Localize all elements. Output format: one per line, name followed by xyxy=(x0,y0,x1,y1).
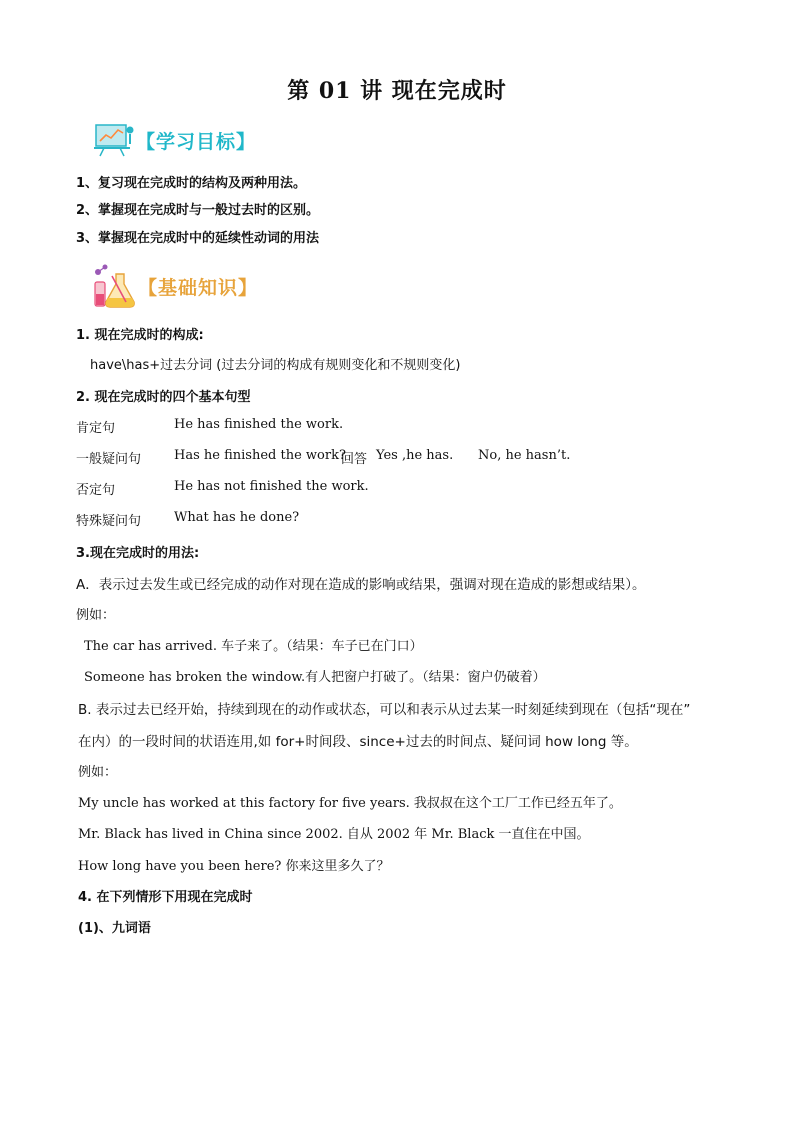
answer-yes: Yes ,he has. xyxy=(376,448,454,463)
usage-a-eg: 例如： xyxy=(76,608,116,623)
pattern-type: 一般疑问句 xyxy=(76,452,142,467)
goal-item-2: 2、掌握现在完成时与一般过去时的区别。 xyxy=(76,203,320,218)
answer-label: 回答 xyxy=(341,452,368,467)
pattern-example: He has not finished the work. xyxy=(174,479,369,494)
usage-b-eg: 例如： xyxy=(78,765,118,780)
goal-item-3: 3、掌握现在完成时中的延续性动词的用法 xyxy=(76,231,320,246)
pattern-example: What has he done? xyxy=(174,510,300,525)
usage-b-text-1: B. 表示过去已经开始，持续到现在的动作或状态，可以和表示从过去某一时刻延续到现在（包括“现在” xyxy=(78,702,691,718)
heading-usage: 3.现在完成时的用法: xyxy=(76,546,200,561)
heading-case-1: (1)、九词语 xyxy=(78,921,151,936)
pattern-example: He has finished the work. xyxy=(174,417,344,432)
structure-formula: have\has+过去分词 (过去分词的构成有规则变化和不规则变化) xyxy=(90,358,461,373)
page-title: 第 01 讲 现在完成时 xyxy=(287,78,507,104)
answer-no: No, he hasn’t. xyxy=(478,448,571,463)
usage-b-text-2: 在内）的一段时间的状语连用,如 for+时间段、since+过去的时间点、疑问词 how long 等。 xyxy=(78,734,638,750)
heading-cases: 4. 在下列情形下用现在完成时 xyxy=(78,890,253,905)
learning-goals-header xyxy=(92,122,256,158)
usage-a-example-1: The car has arrived. 车子来了。（结果：车子已在门口） xyxy=(84,639,423,654)
usage-b-example-3: How long have you been here? 你来这里多久了？ xyxy=(78,859,390,874)
usage-a-example-2: Someone has broken the window.有人把窗户打破了。（结果：窗户仍破着） xyxy=(84,670,546,685)
heading-sentence-patterns: 2. 现在完成时的四个基本句型 xyxy=(76,390,251,405)
basic-knowledge-header xyxy=(90,262,258,310)
usage-b-example-1: My uncle has worked at this factory for five years. 我叔叔在这个工厂工作已经五年了。 xyxy=(78,796,622,811)
flask-icon xyxy=(90,262,138,310)
pattern-example: Has he finished the work? xyxy=(174,448,346,463)
usage-b-example-2: Mr. Black has lived in China since 2002. 自从 2002 年 Mr. Black 一直住在中国。 xyxy=(78,827,590,842)
usage-a-text: A．表示过去发生或已经完成的动作对现在造成的影响或结果，强调对现在造成的影想或结果）。 xyxy=(76,577,646,593)
basic-knowledge-label: 【基础知识】 xyxy=(138,276,259,299)
pattern-type: 特殊疑问句 xyxy=(76,514,142,529)
pattern-type: 否定句 xyxy=(76,483,116,498)
learning-goals-label: 【学习目标】 xyxy=(136,130,257,153)
heading-structure: 1. 现在完成时的构成: xyxy=(76,328,204,343)
pattern-type: 肯定句 xyxy=(76,421,116,436)
presentation-board-icon xyxy=(92,122,136,158)
goal-item-1: 1、复习现在完成时的结构及两种用法。 xyxy=(76,176,307,191)
